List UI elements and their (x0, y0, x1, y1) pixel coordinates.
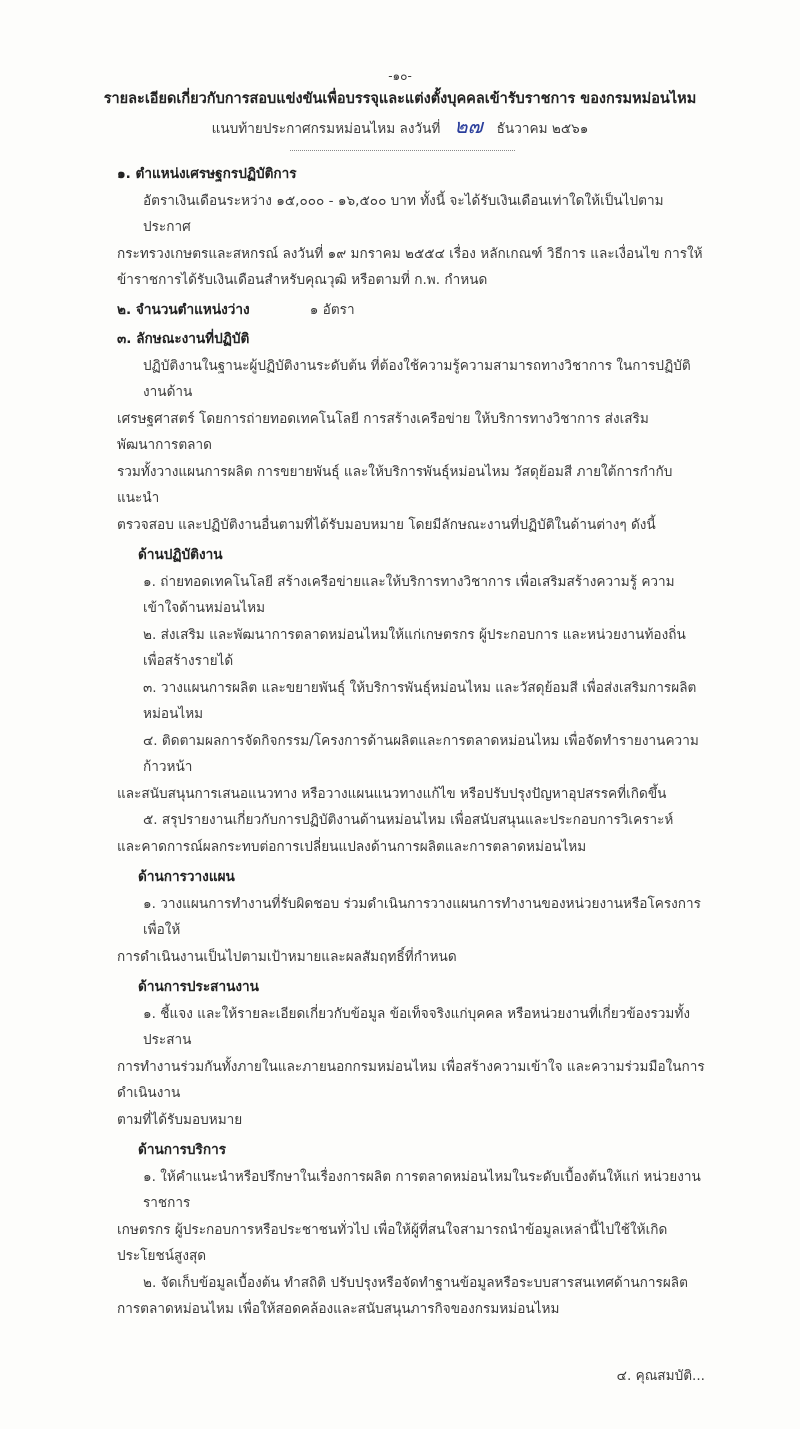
text-line: การทำงานร่วมกันทั้งภายในและภายนอกกรมหม่อนไหม เพื่อสร้างความเข้าใจ และความร่วมมือในการดำเนินงาน (117, 1058, 705, 1101)
text-line: การดำเนินงานเป็นไปตามเป้าหมายและผลสัมฤทธิ์ที่กำหนด (117, 948, 457, 965)
document-title: รายละเอียดเกี่ยวกับการสอบแข่งขันเพื่อบรรจุและแต่งตั้งบุคคลเข้ารับราชการ ของกรมหม่อนไหม (103, 91, 697, 107)
subsection-heading: ด้านการบริการ (138, 1142, 227, 1158)
text-line: ตามที่ได้รับมอบหมาย (117, 1111, 243, 1128)
text-line: รวมทั้งวางแผนการผลิต การขยายพันธุ์ และให้บริการพันธุ์หม่อนไหม วัสดุย้อมสี ภายใต้การกำกับ แนะนำ (117, 463, 673, 506)
subtitle-suffix: ธันวาคม ๒๕๖๑ (496, 120, 589, 137)
document-subtitle (0, 113, 800, 143)
text-line: ๒. ส่งเสริม และพัฒนาการตลาดหม่อนไหมให้แก่เกษตรกร ผู้ประกอบการ และหน่วยงานท้องถิ่น เพื่อสร้างรายได้ (143, 626, 686, 669)
text-line: ๑. ชี้แจง และให้รายละเอียดเกี่ยวกับข้อมูล ข้อเท็จจริงแก่บุคคล หรือหน่วยงานที่เกี่ยวข้องรวมทั้งประสาน (143, 1005, 690, 1048)
text-line: ๒. จัดเก็บข้อมูลเบื้องต้น ทำสถิติ ปรับปรุงหรือจัดทำฐานข้อมูลหรือระบบสารสนเทศด้านการผลิต (143, 1274, 688, 1291)
subsection-heading: ด้านการวางแผน (138, 869, 235, 885)
text-line: และคาดการณ์ผลกระทบต่อการเปลี่ยนแปลงด้านการผลิตและการตลาดหม่อนไหม (117, 838, 587, 855)
text-line: ๕. สรุปรายงานเกี่ยวกับการปฏิบัติงานด้านหม่อนไหม เพื่อสนับสนุนและประกอบการวิเคราะห์ (143, 812, 674, 828)
text-line: ๑. ถ่ายทอดเทคโนโลยี สร้างเครือข่ายและให้บริการทางวิชาการ เพื่อเสริมสร้างความรู้ ความเข้าใจด้านหม่อนไหม (143, 573, 675, 616)
continuation-note: ๔. คุณสมบัติ... (616, 1367, 705, 1384)
text-line: ตรวจสอบ และปฏิบัติงานอื่นตามที่ได้รับมอบหมาย โดยมีลักษณะงานที่ปฏิบัติในด้านต่างๆ ดังนี้ (117, 516, 656, 533)
section-2-row (117, 297, 705, 324)
handwritten-day: ๒๗ (454, 113, 483, 138)
vacancy-count: ๑ อัตรา (309, 301, 355, 318)
text-line: กระทรวงเกษตรและสหกรณ์ ลงวันที่ ๑๙ มกราคม ๒๕๕๔ เรื่อง หลักเกณฑ์ วิธีการ และเงื่อนไข การให้ (117, 245, 703, 262)
text-line: ประโยชน์สูงสุด (117, 1248, 207, 1264)
text-line: เศรษฐศาสตร์ โดยการถ่ายทอดเทคโนโลยี การสร้างเครือข่าย ให้บริการทางวิชาการ ส่งเสริมพัฒนาการตลาด (117, 410, 649, 453)
text-line: ๓. วางแผนการผลิต และขยายพันธุ์ ให้บริการพันธุ์หม่อนไหม และวัสดุย้อมสี เพื่อส่งเสริมการผลิตหม่อนไหม (143, 679, 697, 722)
text-line: ข้าราชการได้รับเงินเดือนสำหรับคุณวุฒิ หรือตามที่ ก.พ. กำหนด (117, 272, 488, 288)
text-line: อัตราเงินเดือนระหว่าง ๑๕,๐๐๐ - ๑๖,๕๐๐ บาท ทั้งนี้ จะได้รับเงินเดือนเท่าใดให้เป็นไปตามประกาศ (143, 192, 664, 235)
page-number: -๑๐- (388, 69, 412, 83)
text-line: การตลาดหม่อนไหม เพื่อให้สอดคล้องและสนับสนุนภารกิจของกรมหม่อนไหม (117, 1301, 560, 1317)
text-line: เกษตรกร ผู้ประกอบการหรือประชาชนทั่วไป เพื่อให้ผู้ที่สนใจสามารถนำข้อมูลเหล่านี้ไปใช้ให้เกิด (117, 1221, 668, 1238)
text-line: ๑. ให้คำแนะนำหรือปรึกษาในเรื่องการผลิต การตลาดหม่อนไหมในระดับเบื้องต้นให้แก่ หน่วยงานราชการ (143, 1168, 701, 1211)
section-heading: ๒. จำนวนตำแหน่งว่าง (117, 301, 250, 318)
text-line: ปฏิบัติงานในฐานะผู้ปฏิบัติงานระดับต้น ที่ต้องใช้ความรู้ความสามารถทางวิชาการ ในการปฏิบัติงานด้าน (143, 357, 691, 400)
text-line: และสนับสนุนการเสนอแนวทาง หรือวางแผนแนวทางแก้ไข หรือปรับปรุงปัญหาอุปสรรคที่เกิดขึ้น (117, 785, 667, 802)
text-line: ๑. วางแผนการทำงานที่รับผิดชอบ ร่วมดำเนินการวางแผนการทำงานของหน่วยงานหรือโครงการเพื่อให้ (143, 895, 701, 938)
subsection-heading: ด้านปฏิบัติงาน (138, 547, 223, 563)
section-heading: ๑. ตำแหน่งเศรษฐกรปฏิบัติการ (117, 166, 297, 182)
subtitle-prefix: แนบท้ายประกาศกรมหม่อนไหม ลงวันที่ (211, 120, 441, 137)
divider (290, 150, 515, 151)
text-line: ๔. ติดตามผลการจัดกิจกรรม/โครงการด้านผลิตและการตลาดหม่อนไหม เพื่อจัดทำรายงานความก้าวหน้า (143, 732, 699, 775)
subsection-heading: ด้านการประสานงาน (138, 979, 259, 995)
section-heading: ๓. ลักษณะงานที่ปฏิบัติ (117, 331, 250, 347)
